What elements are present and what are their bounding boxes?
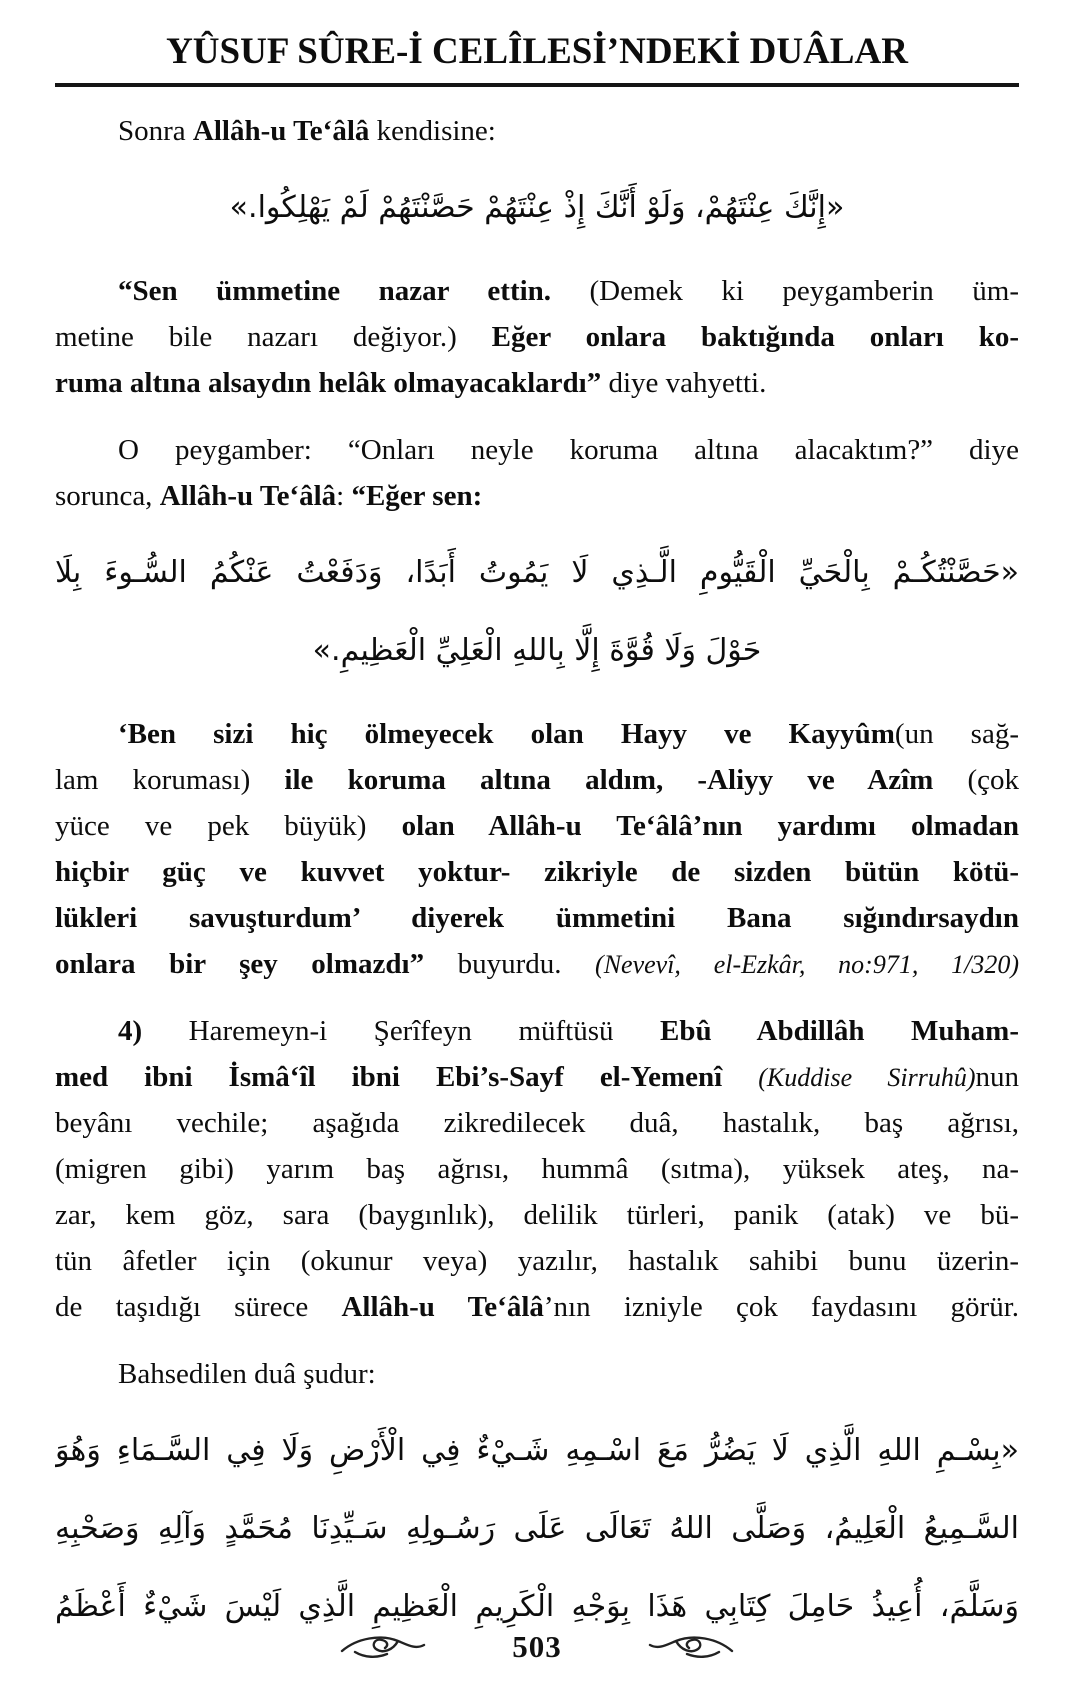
text-line xyxy=(55,612,1019,690)
text-run: حَوْلَ وَلَا قُوَّةَ إِلَّا بِاللهِ الْعَلِيِّ الْعَظِيمِ.» xyxy=(312,633,762,668)
text-run: kendisine: xyxy=(369,115,496,147)
revelation-translation xyxy=(55,268,1019,406)
text-line xyxy=(55,314,1019,360)
text-run: beyânı vechile; aşağıda zikredilecek duâ, hastalık, baş ağrısı, xyxy=(55,1107,1019,1139)
text-run: «بِسْـمِ اللهِ الَّذِي لَا يَضُرُّ مَعَ اسْـمِهِ شَـيْءٌ فِي الْأَرْضِ وَلَا فِي السَّـمَاءِ وَهُوَ xyxy=(55,1433,1019,1468)
text-line xyxy=(55,849,1019,895)
text-line xyxy=(55,941,1019,987)
text-line xyxy=(55,169,1019,247)
arabic-dua xyxy=(55,1412,1019,1646)
flourish-right-icon xyxy=(647,1629,735,1665)
text-line xyxy=(55,1146,1019,1192)
text-run: sorunca, xyxy=(55,480,160,512)
text-run: diye vahyetti. xyxy=(601,367,767,399)
text-run: ‘Ben sizi hiç ölmeyecek olan Hayy ve Kayyûm xyxy=(118,718,895,750)
text-run: «إِنَّكَ عِنْتَهُمْ، وَلَوْ أَنَّكَ إِذْ عِنْتَهُمْ حَصَّنْتَهُمْ لَمْ يَهْلِكُوا.» xyxy=(229,190,845,225)
text-run: وَسَلَّمَ، أُعِيذُ حَامِلَ كِتَابِي هَذَا بِوَجْهِ الْكَرِيمِ الْعَظِيمِ الَّذِي لَيْسَ شَيْءٌ أَعْظَمُ xyxy=(55,1589,1019,1624)
text-run: lam koruması) xyxy=(55,764,285,796)
text-run: Bahsedilen duâ şudur: xyxy=(118,1358,376,1390)
text-run: buyurdu. xyxy=(424,948,596,980)
text-line xyxy=(55,1192,1019,1238)
text-run: Sonra xyxy=(118,115,193,147)
arabic-quote-1 xyxy=(55,169,1019,247)
text-line xyxy=(55,427,1019,473)
page-title: YÛSUF SÛRE-İ CELÎLESİ’NDEKİ DUÂLAR xyxy=(166,31,908,72)
text-line xyxy=(55,360,1019,406)
text-line xyxy=(55,895,1019,941)
text-run: yüce ve pek büyük) xyxy=(55,810,402,842)
text-run: 4) xyxy=(118,1015,143,1047)
text-run: ’nın izniyle çok faydasını görür. xyxy=(543,1291,1019,1323)
text-run: ruma altına alsaydın helâk olmayacaklardı” xyxy=(55,367,602,399)
text-run: Allâh-u Te‘âlâ xyxy=(341,1291,544,1323)
text-line xyxy=(55,108,1019,154)
text-run: (un sağ- xyxy=(894,718,1019,750)
text-run: O peygamber: “Onları neyle koruma altına alacaktım?” diye xyxy=(118,434,1019,466)
flourish-left-icon xyxy=(339,1629,427,1665)
dua-intro xyxy=(55,1351,1019,1397)
text-line xyxy=(55,757,1019,803)
text-run: : xyxy=(336,480,352,512)
page-number: 503 xyxy=(512,1629,562,1664)
text-run: hiçbir güç ve kuvvet yoktur- zikriyle de sizden bütün kötü- xyxy=(55,856,1019,888)
text-line xyxy=(55,1008,1019,1054)
text-run: de taşıdığı sürece xyxy=(55,1291,342,1323)
quote-translation xyxy=(55,711,1019,987)
text-run: (Kuddise Sirruhû) xyxy=(758,1063,976,1092)
text-run: Allâh-u Te‘âlâ xyxy=(159,480,337,512)
text-run: olan Allâh-u Te‘âlâ’nın yardımı olmadan xyxy=(401,810,1019,842)
page-body xyxy=(55,108,1019,1646)
text-run: Allâh-u Te‘âlâ xyxy=(192,115,370,147)
text-run: metine bile nazarı değiyor.) xyxy=(55,321,492,353)
text-line xyxy=(55,711,1019,757)
text-line xyxy=(55,473,1019,519)
text-run: (Demek ki peygamberin üm- xyxy=(551,275,1019,307)
text-line xyxy=(55,1490,1019,1568)
text-run: Haremeyn-i Şerîfeyn müftüsü xyxy=(142,1015,661,1047)
header-rule xyxy=(55,83,1019,87)
text-line xyxy=(55,803,1019,849)
arabic-quote-2 xyxy=(55,534,1019,690)
page-footer xyxy=(0,1629,1074,1665)
text-line xyxy=(55,268,1019,314)
text-run: med ibni İsmâ‘îl ibni Ebi’s-Sayf el-Yemenî xyxy=(55,1061,759,1093)
text-run: السَّـمِيعُ الْعَلِيمُ، وَصَلَّى اللهُ تَعَالَى عَلَى رَسُـولِهِ سَـيِّدِنَا مُحَمَّدٍ وَآلِهِ وَصَحْبِهِ xyxy=(55,1511,1019,1546)
text-line xyxy=(55,1238,1019,1284)
text-run: onlara bir şey olmazdı” xyxy=(55,948,425,980)
text-line xyxy=(55,1054,1019,1100)
text-run: (Nevevî, el-Ezkâr, no:971, 1/320) xyxy=(595,950,1019,979)
text-line xyxy=(55,1284,1019,1330)
text-run: nun xyxy=(975,1061,1019,1093)
prophet-question xyxy=(55,427,1019,519)
text-line xyxy=(55,534,1019,612)
intro-sentence xyxy=(55,108,1019,154)
section-4-description xyxy=(55,1008,1019,1330)
text-line xyxy=(55,1100,1019,1146)
text-run: ile koruma altına aldım, -Aliyy ve Azîm xyxy=(284,764,934,796)
text-line xyxy=(55,1412,1019,1490)
text-run: (çok xyxy=(933,764,1019,796)
text-run: “Eğer sen: xyxy=(351,480,483,512)
text-run: tün âfetler için (okunur veya) yazılır, hastalık sahibi bunu üzerin- xyxy=(55,1245,1019,1277)
text-run: zar, kem göz, sara (baygınlık), delilik türleri, panik (atak) ve bü- xyxy=(55,1199,1019,1231)
text-run: Eğer onlara baktığında onları ko- xyxy=(491,321,1019,353)
text-run: “Sen ümmetine nazar ettin. xyxy=(118,275,552,307)
text-run: lükleri savuşturdum’ diyerek ümmetini Bana sığındırsaydın xyxy=(55,902,1019,934)
text-run: Ebû Abdillâh Muham- xyxy=(660,1015,1019,1047)
text-run: «حَصَّنْتُكُـمْ بِالْحَيِّ الْقَيُّومِ الَّـذِي لَا يَمُوتُ أَبَدًا، وَدَفَعْتُ عَنْكُمُ السُّـوءَ بِلَا xyxy=(55,555,1019,590)
text-line xyxy=(55,1351,1019,1397)
text-run: (migren gibi) yarım baş ağrısı, hummâ (sıtma), yüksek ateş, na- xyxy=(55,1153,1019,1185)
